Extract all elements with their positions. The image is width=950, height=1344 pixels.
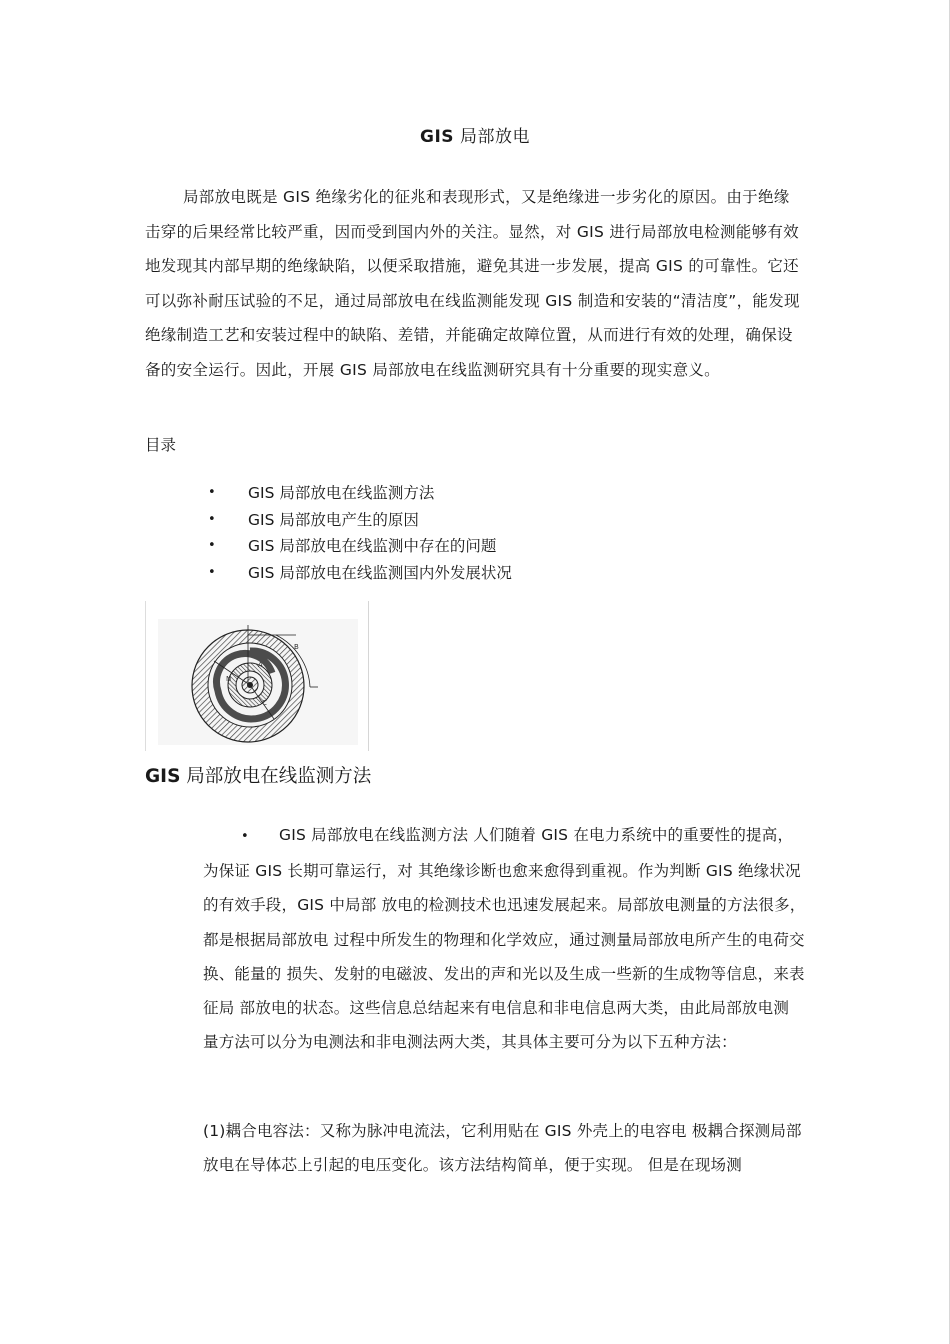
bullet-icon: • [208, 485, 216, 501]
toc-item-label[interactable]: GIS 局部放电在线监测国内外发展状况 [248, 563, 512, 582]
toc-item[interactable] [205, 507, 512, 534]
page-title-rest: 局部放电 [454, 127, 530, 147]
bullet-icon: • [241, 829, 249, 844]
toc-label: 目录 [145, 436, 177, 454]
svg-text:N: N [226, 675, 232, 683]
method-paragraph-text: GIS 局部放电在线监测方法 人们随着 GIS 在电力系统中的重要性的提高，为保证 GIS 长期可靠运行，对 其绝缘诊断也愈来愈得到重视。作为判断 GIS 绝缘状况的有效手段，GIS 中局部 放电的检测技术也迅速发展起来。局部放电测量的方法很多，都是根据局部放电 过程中所发生的物理和化学效应，通过测量局部放电所产生的电荷交换、能量的 损失、发射的电磁波、发出的声和光以及生成一些新的生成物等信息，来表征局 部放电的状态。这些信息总结起来有电信息和非电信息两大类，由此局部放电测 量方法可以分为电测法和非电测法两大类，其具体主要可分为以下五种方法： [203, 826, 806, 1052]
bullet-icon: • [208, 511, 216, 527]
toc-item[interactable] [205, 480, 512, 507]
toc-item[interactable] [205, 560, 512, 587]
section-heading-prefix: GIS [145, 766, 181, 787]
gis-cross-section-drawing [146, 601, 368, 751]
coupling-capacitor-paragraph: (1)耦合电容法：又称为脉冲电流法，它利用贴在 GIS 外壳上的电容电 极耦合探测局部放电在导体芯上引起的电压变化。该方法结构简单，便于实现。 但是在现场测 [203, 1122, 802, 1174]
toc-list [205, 480, 512, 586]
intro-paragraph: 局部放电既是 GIS 绝缘劣化的征兆和表现形式，又是绝缘进一步劣化的原因。由于绝缘击穿的后果经常比较严重，因而受到国内外的关注。显然，对 GIS 进行局部放电检测能够有效地发现其内部早期的绝缘缺陷，以便采取措施，避免其进一步发展，提高 GIS 的可靠性。它还可以弥补耐压试验的不足，通过局部放电在线监测能发现 GIS 制造和安装的“清洁度”，能发现绝缘制造工艺和安装过程中的缺陷、差错，并能确定故障位置，从而进行有效的处理，确保设备的安全运行。因此，开展 GIS 局部放电在线监测研究具有十分重要的现实意义。 [145, 188, 800, 379]
toc-item-label[interactable]: GIS 局部放电在线监测中存在的问题 [248, 537, 497, 556]
svg-text:C: C [262, 699, 267, 707]
svg-text:B: B [294, 643, 299, 651]
section-heading [145, 762, 371, 788]
bullet-icon: • [208, 538, 216, 554]
section-heading-rest: 局部放电在线监测方法 [180, 766, 372, 787]
bullet-icon: • [208, 564, 216, 580]
toc-item-label[interactable]: GIS 局部放电在线监测方法 [248, 484, 435, 503]
svg-text:A: A [258, 661, 263, 669]
toc-item[interactable] [205, 533, 512, 560]
toc-item-label[interactable]: GIS 局部放电产生的原因 [248, 510, 419, 529]
gis-cross-section-figure [145, 601, 369, 751]
page-title [0, 122, 950, 147]
method-paragraph [203, 818, 808, 1059]
page-title-prefix: GIS [420, 127, 455, 147]
